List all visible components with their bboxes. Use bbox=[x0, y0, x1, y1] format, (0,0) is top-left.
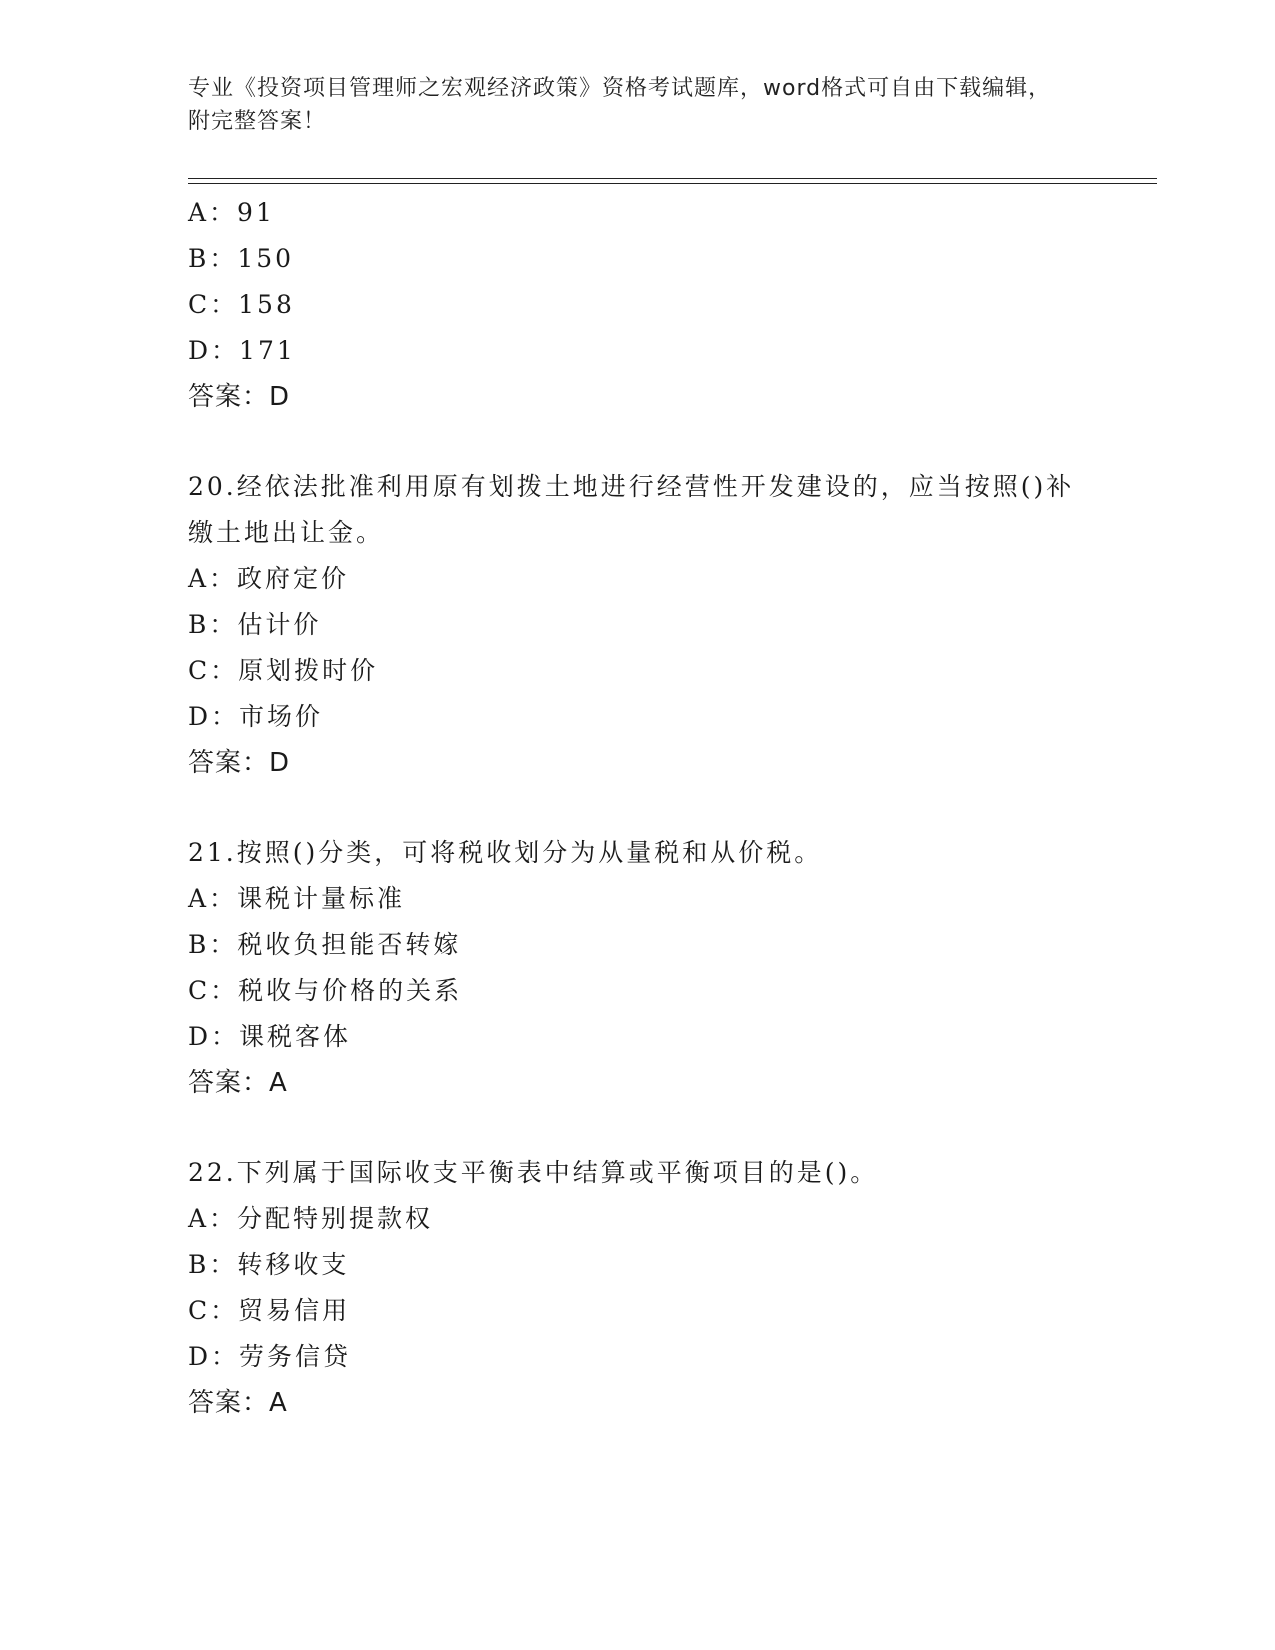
question-19-option-d: D：171 bbox=[188, 336, 296, 365]
spacer bbox=[188, 786, 1088, 830]
spacer bbox=[188, 420, 1088, 464]
question-21-option-b: B：税收负担能否转嫁 bbox=[188, 930, 462, 959]
question-22-option-b: B：转移收支 bbox=[188, 1250, 350, 1279]
question-20-answer: 答案：D bbox=[188, 748, 291, 778]
question-22-block bbox=[188, 1150, 1088, 1426]
question-20-option-d: D：市场价 bbox=[188, 702, 324, 731]
document-header: 专业《投资项目管理师之宏观经济政策》资格考试题库，word格式可自由下载编辑，附完整答案！ bbox=[188, 76, 1052, 134]
question-21-option-c: C：税收与价格的关系 bbox=[188, 976, 463, 1005]
question-20-option-b: B：估计价 bbox=[188, 610, 322, 639]
question-21-block bbox=[188, 830, 1088, 1106]
question-22-answer: 答案：A bbox=[188, 1388, 288, 1418]
question-20-text: 20.经依法批准利用原有划拨土地进行经营性开发建设的，应当按照()补缴土地出让金。 bbox=[188, 472, 1075, 547]
header-rule-bottom bbox=[188, 183, 1157, 184]
question-19-option-b: B：150 bbox=[188, 244, 295, 273]
question-21-option-a: A：课税计量标准 bbox=[188, 884, 406, 913]
question-20-block bbox=[188, 464, 1088, 786]
question-20-option-c: C：原划拨时价 bbox=[188, 656, 379, 685]
question-22-text: 22.下列属于国际收支平衡表中结算或平衡项目的是()。 bbox=[188, 1158, 879, 1187]
question-21-text: 21.按照()分类，可将税收划分为从量税和从价税。 bbox=[188, 838, 823, 867]
question-22-option-a: A：分配特别提款权 bbox=[188, 1204, 434, 1233]
question-20-option-a: A：政府定价 bbox=[188, 564, 350, 593]
question-21-answer: 答案：A bbox=[188, 1068, 288, 1098]
question-22-option-d: D：劳务信贷 bbox=[188, 1342, 352, 1371]
question-19-block bbox=[188, 190, 1088, 420]
question-19-answer: 答案：D bbox=[188, 382, 291, 412]
question-21-option-d: D：课税客体 bbox=[188, 1022, 352, 1051]
header-rule-top bbox=[188, 178, 1157, 179]
question-19-option-c: C：158 bbox=[188, 290, 295, 319]
question-19-option-a: A：91 bbox=[188, 198, 275, 227]
question-22-option-c: C：贸易信用 bbox=[188, 1296, 351, 1325]
document-body bbox=[188, 190, 1088, 1426]
spacer bbox=[188, 1106, 1088, 1150]
